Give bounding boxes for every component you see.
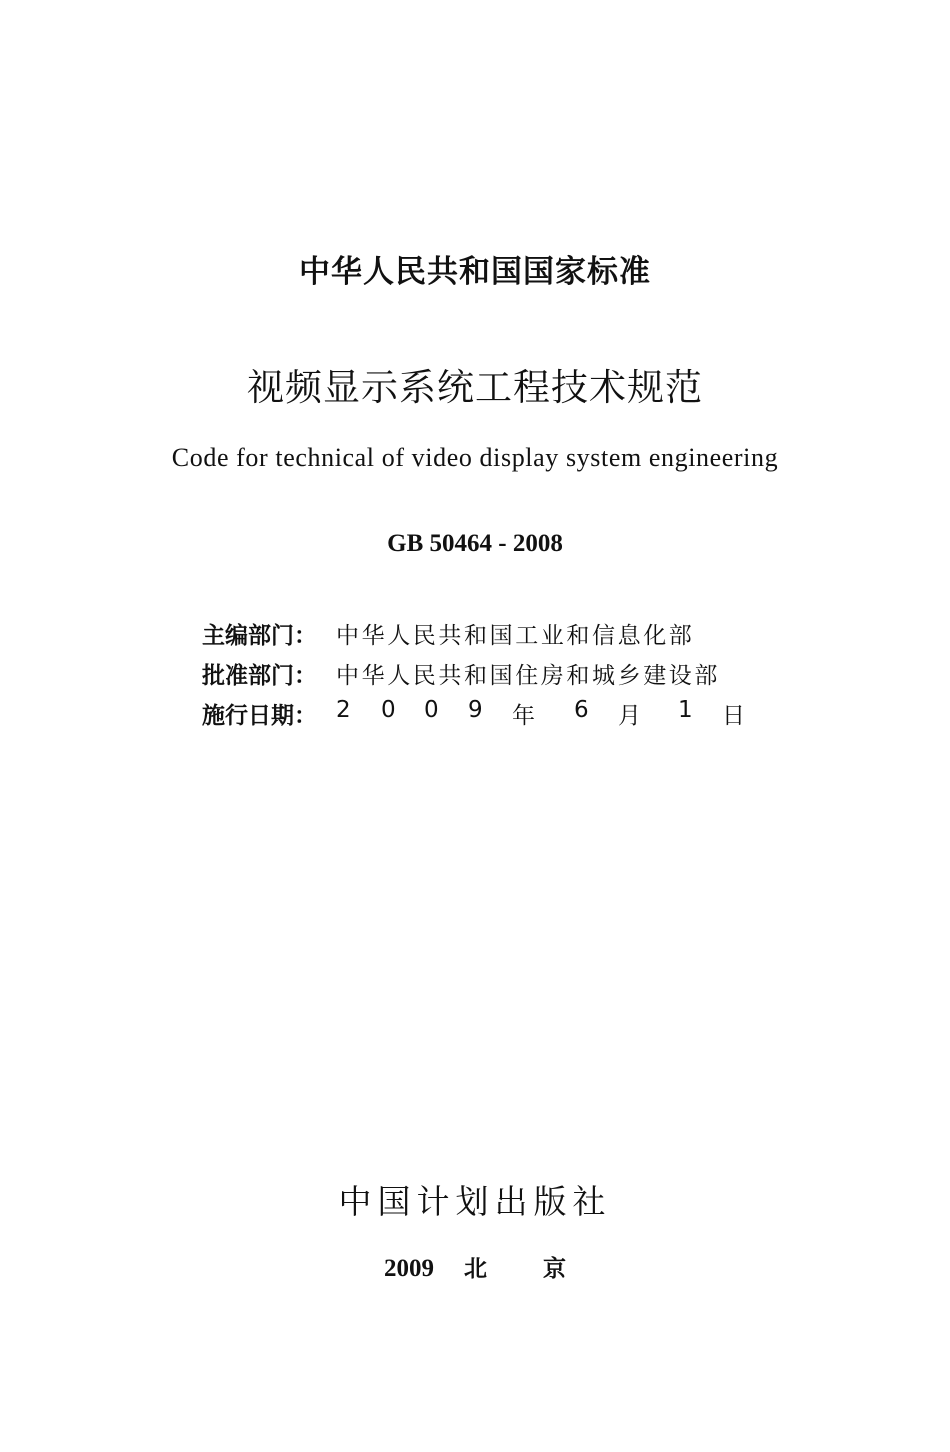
date-year-unit: 年	[512, 703, 535, 729]
chief-editor-value: 中华人民共和国工业和信息化部	[336, 623, 695, 649]
title-chinese: 视频显示系统工程技术规范	[247, 366, 703, 409]
effective-date-label: 施行日期：	[202, 703, 317, 729]
date-day: 1	[678, 697, 693, 723]
date-day-unit: 日	[722, 703, 745, 729]
publication-year: 2009	[384, 1255, 434, 1282]
date-year-digit-3: 0	[424, 697, 439, 723]
approver-row	[202, 657, 762, 690]
date-year-digit-1: 2	[336, 697, 351, 723]
date-year-digit-2: 0	[381, 697, 396, 723]
effective-date-value	[336, 697, 756, 727]
publication-city: 北京	[464, 1256, 622, 1282]
publication-line	[0, 1250, 950, 1283]
chief-editor-label: 主编部门：	[202, 623, 317, 649]
chief-editor-row	[202, 617, 762, 650]
publisher-name: 中国计划出版社	[338, 1182, 612, 1221]
date-month: 6	[574, 697, 589, 723]
approver-value: 中华人民共和国住房和城乡建设部	[336, 663, 720, 689]
approver-label: 批准部门：	[202, 663, 317, 689]
standard-number: GB 50464 - 2008	[387, 530, 563, 557]
date-year-digit-4: 9	[468, 697, 483, 723]
effective-date-row	[202, 697, 762, 730]
title-english: Code for technical of video display system engineering	[171, 443, 779, 472]
date-month-unit: 月	[618, 703, 641, 729]
series-title: 中华人民共和国国家标准	[299, 254, 651, 290]
